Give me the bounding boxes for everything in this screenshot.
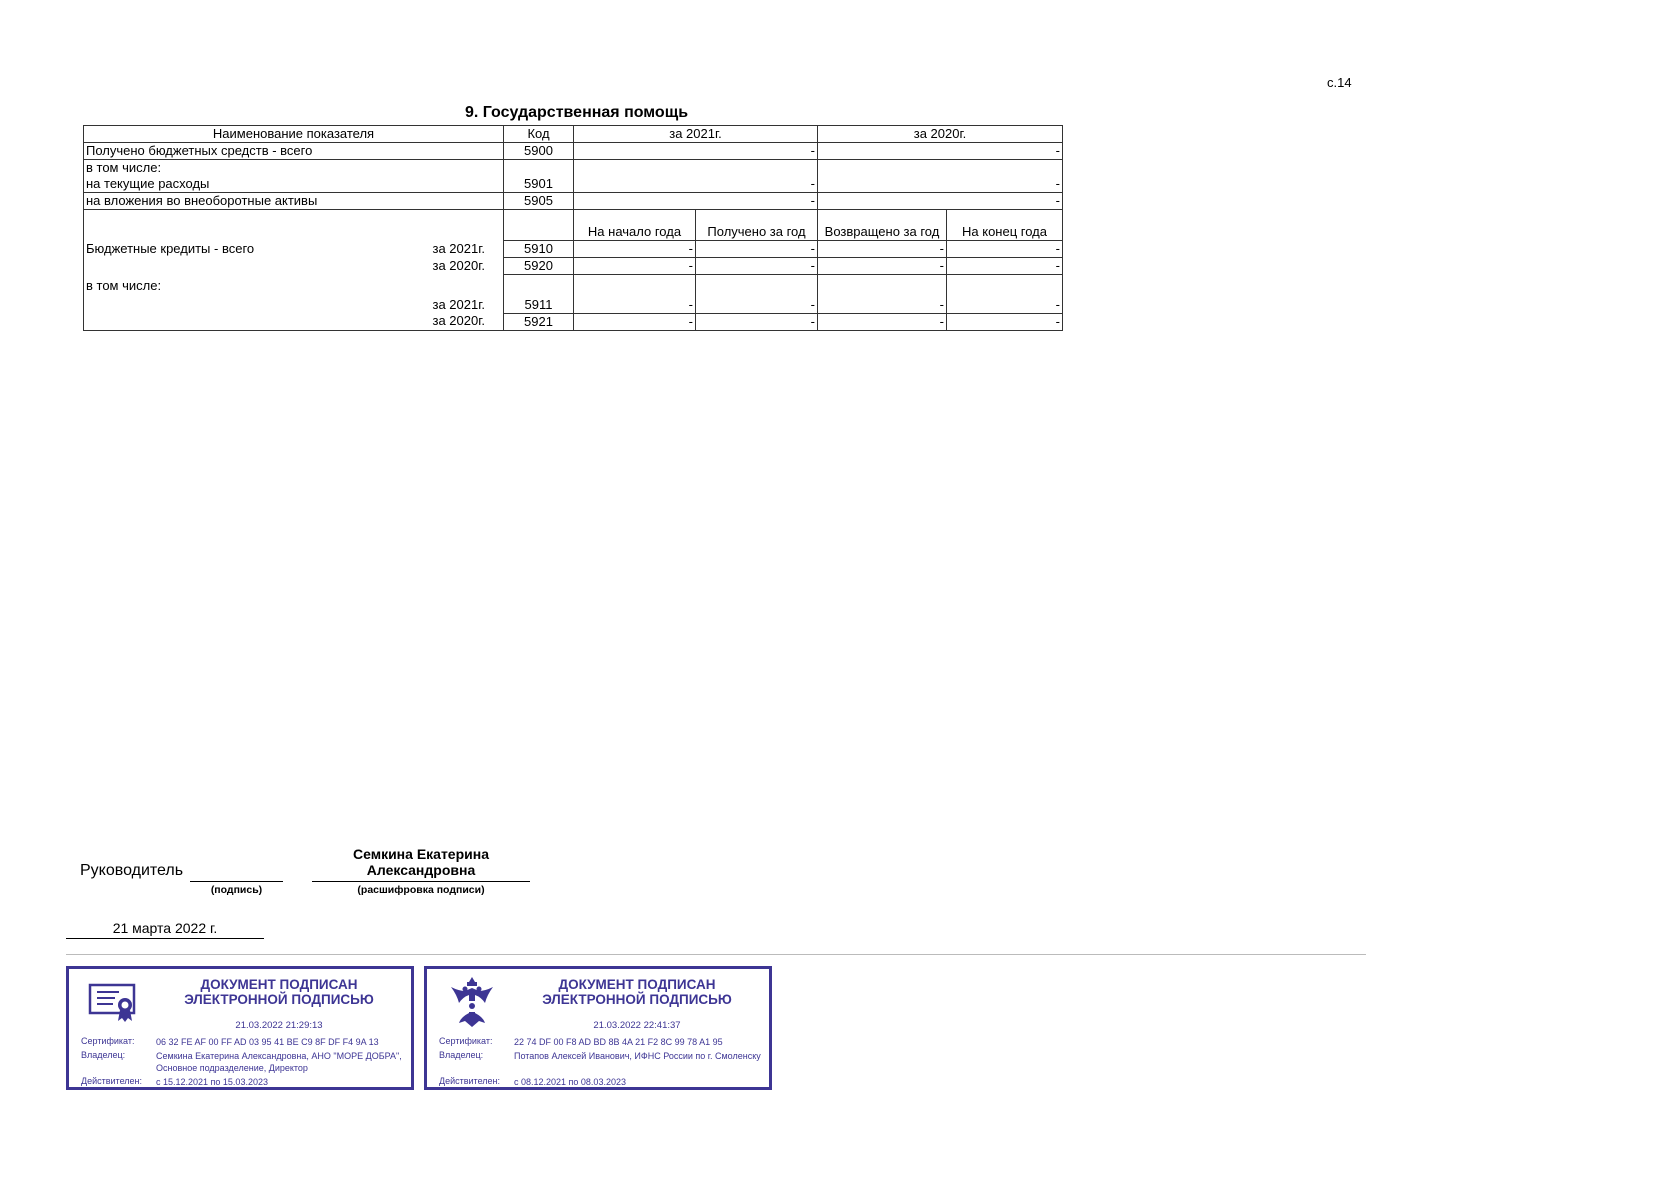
valid-label: Действителен:: [81, 1076, 143, 1086]
row-value-2020: -: [818, 176, 1063, 193]
signature-line: [190, 870, 283, 882]
credit-returned: -: [818, 313, 947, 330]
row-name: в том числе:: [84, 275, 504, 297]
credit-end: -: [947, 241, 1063, 258]
credit-returned: -: [818, 258, 947, 275]
row-name: Получено бюджетных средств - всего: [84, 143, 504, 160]
row-value-2021: -: [574, 176, 818, 193]
header-code: Код: [504, 126, 574, 143]
credit-begin: -: [574, 241, 696, 258]
table-row: [84, 297, 1063, 314]
valid-label: Действителен:: [439, 1076, 501, 1086]
credit-begin: -: [574, 297, 696, 314]
stamp-title: [522, 977, 752, 1007]
stamp-title-line2: ЭЛЕКТРОННОЙ ПОДПИСЬЮ: [184, 992, 374, 1007]
e-signature-stamp: [424, 966, 772, 1090]
header-2020: за 2020г.: [818, 126, 1063, 143]
credit-received: -: [696, 241, 818, 258]
section-title: 9. Государственная помощь: [464, 104, 689, 121]
certificate-icon: [87, 977, 141, 1028]
signer-role: Руководитель: [80, 862, 184, 879]
date-line: [66, 920, 264, 939]
cert-value: 22 74 DF 00 F8 AD BD 8B 4A 21 F2 8C 99 78 A1 95: [514, 1037, 723, 1047]
coat-of-arms-icon: [447, 973, 497, 1036]
row-name: [84, 241, 504, 258]
credit-received: -: [696, 313, 818, 330]
row-code: 5901: [504, 176, 574, 193]
row-code: 5905: [504, 193, 574, 210]
table-row: [84, 313, 1063, 330]
valid-value: с 15.12.2021 по 15.03.2023: [156, 1077, 268, 1087]
stamp-title-line2: ЭЛЕКТРОННОЙ ПОДПИСЬЮ: [542, 992, 732, 1007]
row-name: на вложения во внеоборотные активы: [84, 193, 504, 210]
row-code: 5910: [504, 241, 574, 258]
owner-label: Владелец:: [439, 1050, 484, 1060]
name-line: [312, 864, 530, 882]
credits-header-row: [84, 210, 1063, 241]
row-code: 5911: [504, 297, 574, 314]
credit-period: за 2020г.: [84, 313, 504, 330]
header-end: На конец года: [947, 210, 1063, 241]
state-aid-table: [83, 125, 1063, 331]
row-code: 5900: [504, 143, 574, 160]
stamp-title-line1: ДОКУМЕНТ ПОДПИСАН: [558, 977, 716, 992]
owner-label: Владелец:: [81, 1050, 126, 1060]
row-value-2020: -: [818, 193, 1063, 210]
sign-date: 21 марта 2022 г.: [112, 920, 218, 936]
credit-end: -: [947, 297, 1063, 314]
credit-received: -: [696, 297, 818, 314]
signer-name-line2: Александровна: [366, 862, 476, 878]
header-received: Получено за год: [696, 210, 818, 241]
table-row: [84, 258, 1063, 275]
credit-end: -: [947, 313, 1063, 330]
header-returned: Возвращено за год: [818, 210, 947, 241]
credit-period: за 2020г.: [84, 258, 504, 275]
credit-begin: -: [574, 313, 696, 330]
credit-period: за 2021г.: [432, 241, 485, 256]
table-row: [84, 176, 1063, 193]
table-header-row: [84, 126, 1063, 143]
cert-label: Сертификат:: [81, 1036, 135, 1046]
credit-returned: -: [818, 241, 947, 258]
stamp-datetime: 21.03.2022 21:29:13: [235, 1020, 323, 1031]
header-2021: за 2021г.: [574, 126, 818, 143]
row-code: 5920: [504, 258, 574, 275]
credit-begin: -: [574, 258, 696, 275]
decode-caption: (расшифровка подписи): [357, 884, 485, 896]
table-row: [84, 193, 1063, 210]
table-row: [84, 241, 1063, 258]
stamp-title: [164, 977, 394, 1007]
credit-period: за 2021г.: [84, 297, 504, 314]
signature-caption: (подпись): [210, 884, 263, 896]
stamp-title-line1: ДОКУМЕНТ ПОДПИСАН: [200, 977, 358, 992]
credit-returned: -: [818, 297, 947, 314]
row-code: 5921: [504, 313, 574, 330]
e-signature-stamp: [66, 966, 414, 1090]
cert-value: 06 32 FE AF 00 FF AD 03 95 41 BE C9 8F DF F4 9A 13: [156, 1037, 379, 1047]
table-row: [84, 160, 1063, 177]
row-name: на текущие расходы: [84, 176, 504, 193]
header-begin: На начало года: [574, 210, 696, 241]
row-name: в том числе:: [84, 160, 504, 177]
credit-end: -: [947, 258, 1063, 275]
header-name: Наименование показателя: [84, 126, 504, 143]
stamp-datetime: 21.03.2022 22:41:37: [593, 1020, 681, 1031]
table-row: [84, 275, 1063, 297]
owner-value: Семкина Екатерина Александровна, АНО "МОРЕ ДОБРА", Основное подразделение, Директор: [156, 1051, 402, 1073]
owner-value: Потапов Алексей Иванович, ИФНС России по г. Смоленску: [514, 1051, 761, 1061]
cert-label: Сертификат:: [439, 1036, 493, 1046]
divider: [66, 954, 1366, 955]
credit-name: Бюджетные кредиты - всего: [86, 241, 255, 256]
row-value-2021: -: [574, 143, 818, 160]
credit-received: -: [696, 258, 818, 275]
page-number: с.14: [1327, 75, 1352, 90]
table-row: [84, 143, 1063, 160]
row-value-2021: -: [574, 193, 818, 210]
signer-name-line1: Семкина Екатерина: [353, 846, 489, 862]
valid-value: с 08.12.2021 по 08.03.2023: [514, 1077, 626, 1087]
row-value-2020: -: [818, 143, 1063, 160]
